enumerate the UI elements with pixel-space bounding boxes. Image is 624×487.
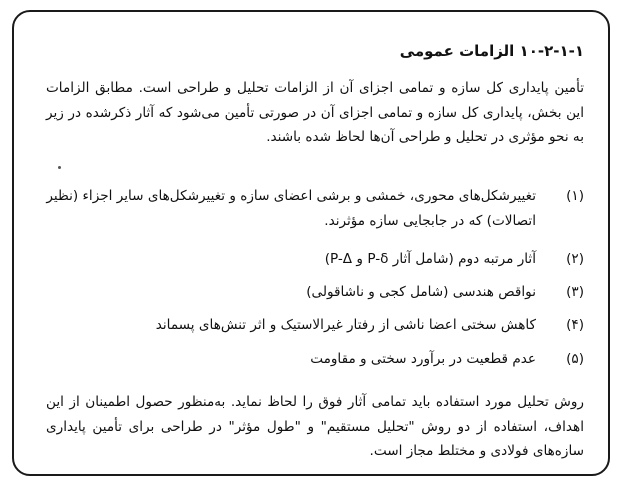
list-item-text: آثار مرتبه دوم (شامل آثار P-δ و P-Δ) — [324, 251, 536, 267]
list-item — [46, 247, 584, 272]
list-item-number: (۲) — [566, 251, 584, 267]
intro-paragraph: تأمین پایداری کل سازه و تمامی اجزای آن از الزامات تحلیل و طراحی است. مطابق الزامات این بخش، پایداری کل سازه و تمامی اجزای آن در صورتی تأمین می‌شود که آثار ذکرشده در زیر به نحو مؤثری در تحلیل و طراحی آن‌ها لحاظ شده باشند. — [46, 80, 584, 145]
list-item-text: کاهش سختی اعضا ناشی از رفتار غیرالاستیک و اثر تنش‌های پسماند — [155, 317, 536, 333]
list-item — [46, 184, 584, 233]
section-frame — [12, 10, 610, 476]
list-item — [46, 347, 584, 372]
stray-dot — [58, 166, 61, 169]
closing-paragraph: روش تحلیل مورد استفاده باید تمامی آثار فوق را لحاظ نماید. به‌منظور حصول اطمینان از این اهداف، استفاده از دو روش "تحلیل مستقیم" و "طول مؤثر" در طراحی برای تأمین پایداری سازه‌های فولادی و مختلط مجاز است. — [46, 394, 584, 459]
list-item-number: (۳) — [566, 284, 584, 300]
list-item-text: عدم قطعیت در برآورد سختی و مقاومت — [310, 351, 536, 367]
list-item-number: (۴) — [566, 317, 584, 333]
section-heading: ۱۰-۲-۱-۱ الزامات عمومی — [399, 42, 584, 60]
list-item-text: نواقص هندسی (شامل کجی و ناشاقولی) — [306, 284, 536, 300]
list-item-text: تغییرشکل‌های محوری، خمشی و برشی اعضای سازه و تغییرشکل‌های سایر اجزاء (نظیر اتصالات) که در جابجایی سازه مؤثرند. — [46, 188, 536, 229]
list-item-number: (۱) — [566, 188, 584, 204]
list-item — [46, 313, 584, 338]
list-item-number: (۵) — [566, 351, 584, 367]
list-item — [46, 280, 584, 305]
